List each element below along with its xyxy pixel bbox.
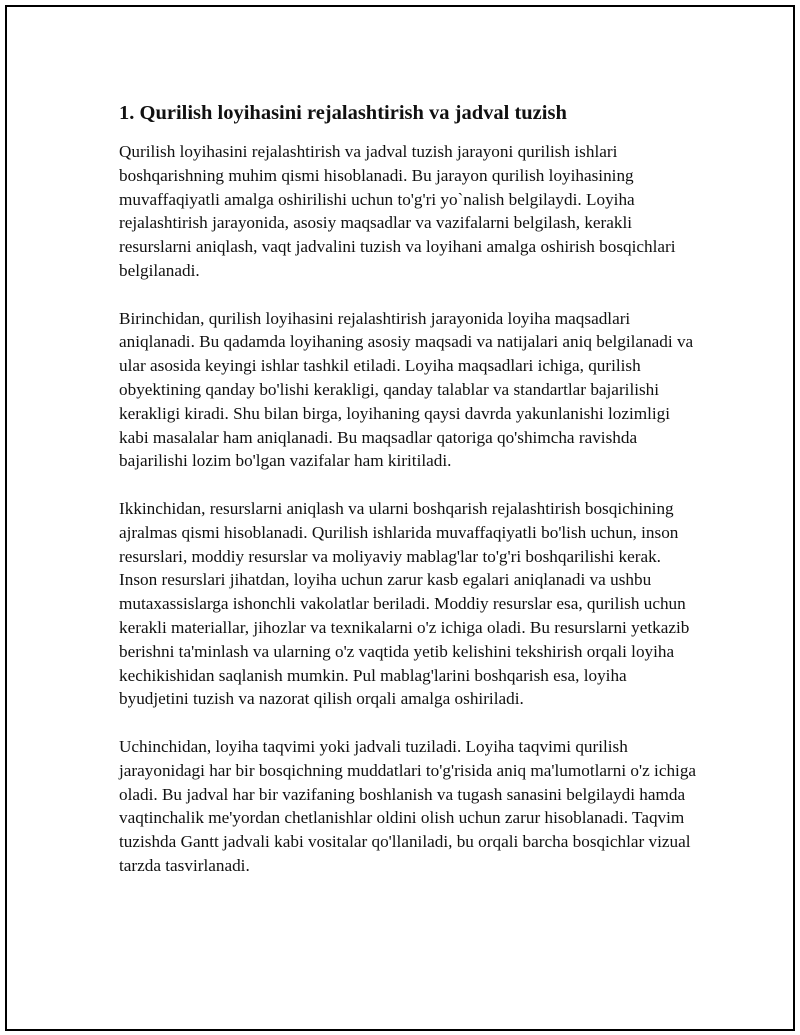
document-body <box>119 100 699 878</box>
paragraph-second: Ikkinchidan, resurslarni aniqlash va ularni boshqarish rejalashtirish bosqichining ajralmas qismi hisoblanadi. Qurilish ishlarida muvaffaqiyatli bo'lish uchun, inson resurslari, moddiy resurslar va moliyaviy mablag'lar to'g'ri boshqarilishi kerak. Inson resurslari jihatdan, loyiha uchun zarur kasb egalari aniqlanadi va ushbu mutaxassislarga ishonchli vakolatlar beriladi. Moddiy resurslar esa, qurilish uchun kerakli materiallar, jihozlar va texnikalarni o'z ichiga oladi. Bu resurslarni yetkazib berishni ta'minlash va ularning o'z vaqtida yetib kelishini tekshirish orqali loyiha kechikishidan saqlanish mumkin. Pul mablag'larini boshqarish esa, loyiha byudjetini tuzish va nazorat qilish orqali amalga oshiriladi. <box>119 498 690 709</box>
document-page <box>5 5 795 1031</box>
paragraph-intro: Qurilish loyihasini rejalashtirish va jadval tuzish jarayoni qurilish ishlari boshqarishning muhim qismi hisoblanadi. Bu jarayon qurilish loyihasining muvaffaqiyatli amalga oshirilishi uchun to'g'ri yo`nalish belgilaydi. Loyiha rejalashtirish jarayonida, asosiy maqsadlar va vazifalarni belgilash, kerakli resurslarni aniqlash, vaqt jadvalini tuzish va loyihani amalga oshirish bosqichlari belgilanadi. <box>119 142 676 280</box>
paragraph-first: Birinchidan, qurilish loyihasini rejalashtirish jarayonida loyiha maqsadlari aniqlanadi. Bu qadamda loyihaning asosiy maqsadi va natijalari aniq belgilanadi va ular asosida keyingi ishlar tashkil etiladi. Loyiha maqsadlari ichiga, qurilish obyektining qanday bo'lishi kerakligi, qanday talablar va standartlar bajarilishi kerakligi kiradi. Shu bilan birga, loyihaning qaysi davrda yakunlanishi lozimligi kabi masalalar ham aniqlanadi. Bu maqsadlar qatoriga qo'shimcha ravishda bajarilishi lozim bo'lgan vazifalar ham kiritiladi. <box>119 308 694 471</box>
paragraph-third: Uchinchidan, loyiha taqvimi yoki jadvali tuziladi. Loyiha taqvimi qurilish jarayonidagi har bir bosqichning muddatlari to'g'risida aniq ma'lumotlarni o'z ichiga oladi. Bu jadval har bir vazifaning boshlanish va tugash sanasini belgilaydi hamda vaqtinchalik me'yordan chetlanishlar oldini olish uchun zarur hisoblanadi. Taqvim tuzishda Gantt jadvali kabi vositalar qo'llaniladi, bu orqali barcha bosqichlar vizual tarzda tasvirlanadi. <box>119 736 697 875</box>
section-heading: 1. Qurilish loyihasini rejalashtirish va jadval tuzish <box>119 102 567 124</box>
